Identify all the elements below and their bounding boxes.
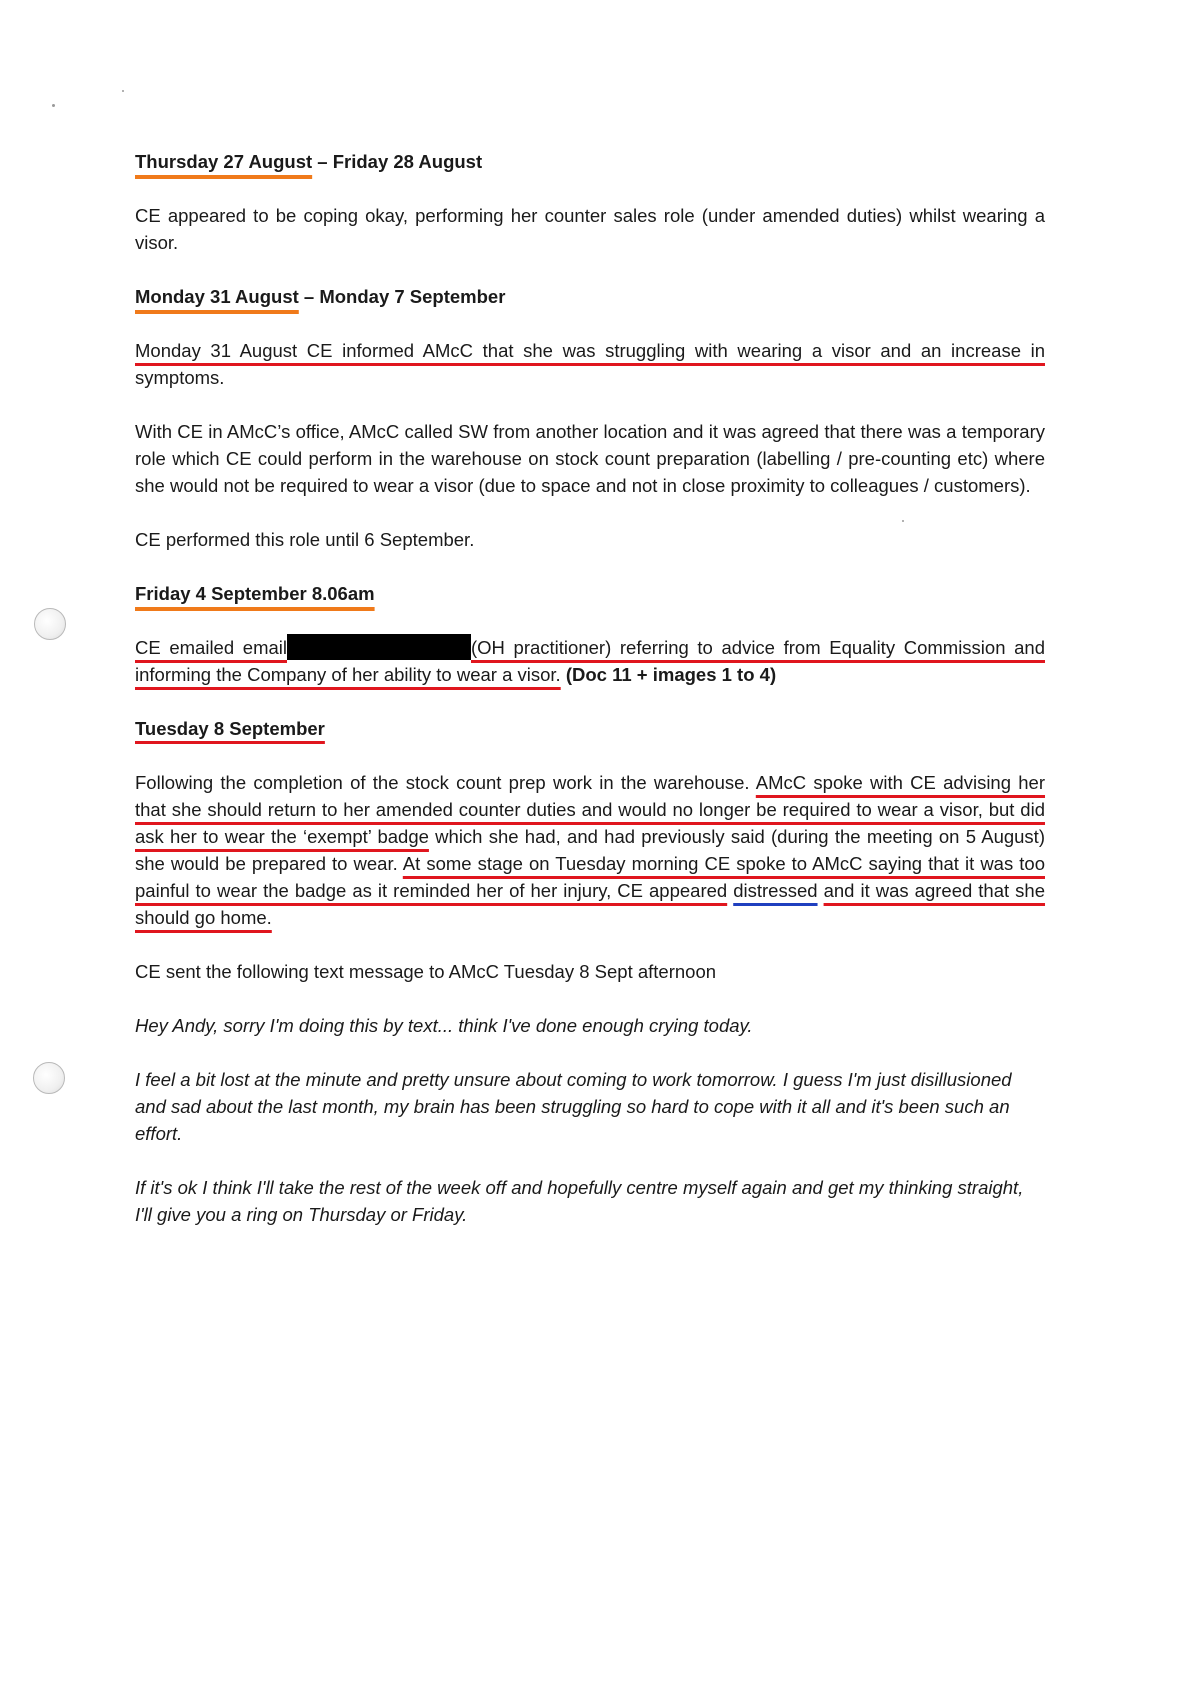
paragraph (135, 634, 1045, 688)
paragraph (135, 769, 1045, 931)
underlined-text: Monday 31 August CE informed AMcC that she was struggling with wearing a visor and an increase in (135, 340, 1045, 361)
text: symptoms. (135, 367, 225, 388)
section-heading (135, 283, 1045, 310)
paragraph: CE appeared to be coping okay, performing her counter sales role (under amended duties) whilst wearing a visor. (135, 205, 1045, 253)
heading-highlight: Thursday 27 August (135, 151, 313, 172)
punch-hole (33, 1062, 65, 1094)
scan-speck (52, 104, 55, 107)
underlined-text: AMcC spoke with CE advising her that she should return to her amended counter duties and would no longer be required to wear a visor, but did ask her to wear the ‘exempt’ badge (135, 772, 1046, 847)
punch-hole (34, 608, 66, 640)
underlined-text-blue: distressed (733, 880, 818, 901)
text: which she had, and had previously said (during the meeting on 5 August) she would be prepared to wear. (135, 826, 1045, 874)
redaction-block (287, 634, 471, 660)
paragraph: CE performed this role until 6 September. (135, 529, 475, 550)
document-reference: (Doc 11 + images 1 to 4) (565, 664, 777, 685)
heading-rest: – Friday 28 August (312, 151, 483, 172)
document-body (135, 148, 1045, 1228)
paragraph (135, 337, 1045, 391)
section-heading (135, 580, 1045, 607)
heading-highlight: Tuesday 8 September (135, 718, 325, 739)
underlined-text: At some stage on Tuesday morning CE spoke to AMcC saying that it was too painful to wear the badge as it reminded her of her injury, CE appeared (135, 853, 1045, 901)
scan-speck (122, 90, 124, 92)
text-message-line: Hey Andy, sorry I'm doing this by text... think I've done enough crying today. (135, 1015, 753, 1036)
paragraph: CE sent the following text message to AMcC Tuesday 8 Sept afternoon (135, 961, 717, 982)
paragraph: With CE in AMcC’s office, AMcC called SW from another location and it was agreed that there was a temporary role which CE could perform in the warehouse on stock count preparation (labelling / pre-counting etc) where she would not be required to wear a visor (due to space and not in close proximity to colleagues / customers). (135, 421, 1045, 496)
section-heading (135, 715, 1045, 742)
heading-highlight: Monday 31 August (135, 286, 299, 307)
heading-rest: – Monday 7 September (298, 286, 506, 307)
heading-highlight: Friday 4 September 8.06am (135, 583, 375, 604)
text: Following the completion of the stock count prep work in the warehouse. (135, 772, 756, 793)
text-message-line: If it's ok I think I'll take the rest of the week off and hopefully centre myself again and get my thinking straight, I'll give you a ring on Thursday or Friday. (135, 1177, 1024, 1225)
underlined-text: CE emailed email (135, 637, 287, 658)
underlined-text: and it was agreed that she should go home. (135, 880, 1046, 928)
section-heading (135, 148, 1045, 175)
underlined-text: (OH practitioner) referring to advice from Equality Commission and informing the Company of her ability to wear a visor. (135, 637, 1045, 685)
text-message-line: I feel a bit lost at the minute and pretty unsure about coming to work tomorrow. I guess I'm just disillusioned and sad about the last month, my brain has been struggling so hard to cope with it all and it's been such an effort. (135, 1069, 1012, 1144)
